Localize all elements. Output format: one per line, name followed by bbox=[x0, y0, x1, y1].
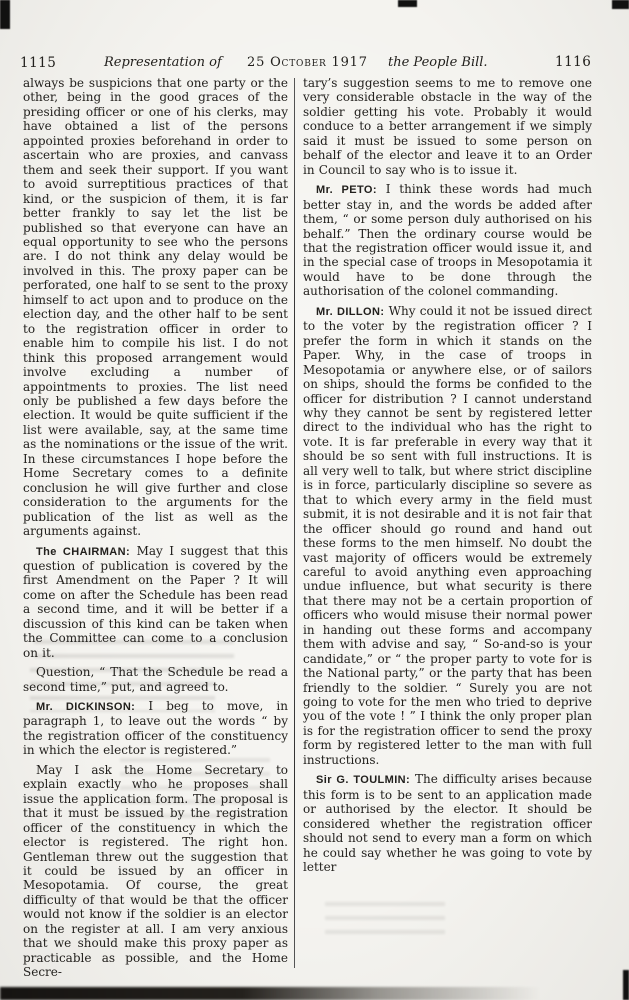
running-date: 25 October 1917 bbox=[247, 55, 368, 70]
paragraph: Mr. PETO: I think these words had much better stay in, and the words be added after them, “ or some person duly authorised on his behalf.” Then the ordinary course would be that the registration officer would issue it, and in the special case of troops in Mesopotamia it would have to be done through the authorisation of the colonel commanding. bbox=[303, 182, 592, 299]
speaker-name: Mr. DILLON: bbox=[316, 305, 385, 318]
scan-artifact-top-left bbox=[0, 0, 10, 29]
bleedthrough-artifact bbox=[30, 668, 215, 712]
bleedthrough-artifact bbox=[120, 758, 270, 820]
running-title-right: the People Bill. bbox=[388, 55, 488, 70]
column-divider-rule bbox=[294, 78, 295, 968]
column-number-left: 1115 bbox=[20, 55, 57, 71]
scan-artifact-bottom-edge bbox=[0, 987, 540, 1000]
speaker-name: The CHAIRMAN: bbox=[36, 545, 131, 558]
paragraph: Mr. DICKINSON: I beg to move, in paragraph 1, to leave out the words “ by the registration officer of the constituency in which the elector is registered.” bbox=[23, 699, 288, 758]
text-column-left bbox=[23, 76, 288, 980]
running-title-left: Representation of bbox=[104, 55, 222, 70]
bleedthrough-artifact bbox=[325, 902, 445, 944]
text-column-right bbox=[303, 76, 592, 874]
speaker-name: Mr. PETO: bbox=[316, 184, 377, 197]
paragraph: always be suspicions that one party or the other, being in the good graces of the presiding officer or one of his clerks, may have obtained a list of the persons appointed proxies beforehand in order to ascertain who are proxies, and canvass them and seek their support. If you want to avoid surreptitious practices of that kind, or the suspicion of them, it is far better frankly to say let the list be published so that everyone can have an equal opportunity to see who the persons are. I do not think any delay would be involved in this. The proxy paper can be perforated, one half to se sent to the proxy himself to act upon and to produce on the election day, and the other half to be sent to the registration officer in order to enable him to compile his list. I do not think this proposed arrangement would involve excluding a number of appointments to proxies. The list need only be published a few days before the election. It would be quite sufficient if the list were available, say, at the same time as the nominations or the issue of the writ. In these circumstances I hope before the Home Secretary comes to a definite conclusion he will give further and close consideration to the arguments for the publication of the list as well as the arguments against. bbox=[23, 76, 288, 539]
paragraph: Mr. DILLON: Why could it not be issued direct to the voter by the registration officer ? I prefer the form in which it stands on the Paper. Why, in the case of troops in Mesopotamia or anywhere else, or of sailors on ships, should the forms be confided to the officer for distribution ? I cannot understand why they cannot be sent by registered letter direct to the individual who has the right to vote. It is far preferable in every way that it should be so sent with full instructions. It is all very well to talk, but where strict discipline is in force, particularly discipline so severe as that to which every army in the field must submit, it is not desirable and it is not fair that the officer should go round and hand out these forms to the men himself. No doubt the vast majority of officers would be extremely careful to avoid anything even approaching undue influence, but what security is there that there may not be a certain proportion of officers who would misuse their normal power in handing out these forms and accompany them with advise and say, “ So-and-so is your candidate,” or “ the proper party to vote for is the National party,” or the party that has been friendly to the soldier. “ Surely you are not going to vote for the men who tried to deprive you of the vote ! ” I think the only proper plan is for the registration officer to send the proxy form by registered letter to the man with full instructions. bbox=[303, 303, 592, 767]
paragraph: May I ask the Home Secretary to explain exactly who he proposes shall issue the application form. The proposal is that it must be issued by the registration officer of the constituency in which the elector is registered. The right hon. Gentleman threw out the suggestion that it could be issued by an officer in Mesopotamia. Of course, the great difficulty of that would be that the officer would not know if the soldier is an elector on the register at all. I am very anxious that we should make this proxy paper as practicable as possible, and the Home Secre- bbox=[23, 762, 288, 980]
scan-artifact-bottom-right bbox=[623, 970, 629, 1000]
paragraph: Sir G. TOULMIN: The difficulty arises because this form is to be sent to an application made or authorised by the elector. It should be considered whether the registration officer should not send to every man a form on which he could say whether he was going to vote by letter bbox=[303, 772, 592, 875]
scan-artifact-top-center bbox=[398, 0, 417, 7]
speaker-name: Sir G. TOULMIN: bbox=[316, 774, 411, 787]
scan-artifact-top-right bbox=[612, 0, 629, 9]
paragraph: The CHAIRMAN: May I suggest that this question of publication is covered by the first Amendment on the Paper ? It will come on after the Schedule has been read a second time, and it will be better if a discussion of this kind can be taken when the Committee can come to a conclusion on it. bbox=[23, 543, 288, 660]
paragraph: tary’s suggestion seems to me to remove one very considerable obstacle in the way of the soldier getting his vote. Probably it would conduce to a better arrangement if we simply said it must be issued to some person on behalf of the elector and leave it to an Order in Council to say who is to issue it. bbox=[303, 76, 592, 177]
speaker-name: Mr. DICKINSON: bbox=[36, 701, 136, 714]
paragraph: Question, “ That the Schedule be read a second time,” put, and agreed to. bbox=[23, 665, 288, 694]
column-number-right: 1116 bbox=[555, 54, 592, 70]
running-head bbox=[0, 54, 629, 72]
bleedthrough-artifact bbox=[34, 640, 234, 658]
